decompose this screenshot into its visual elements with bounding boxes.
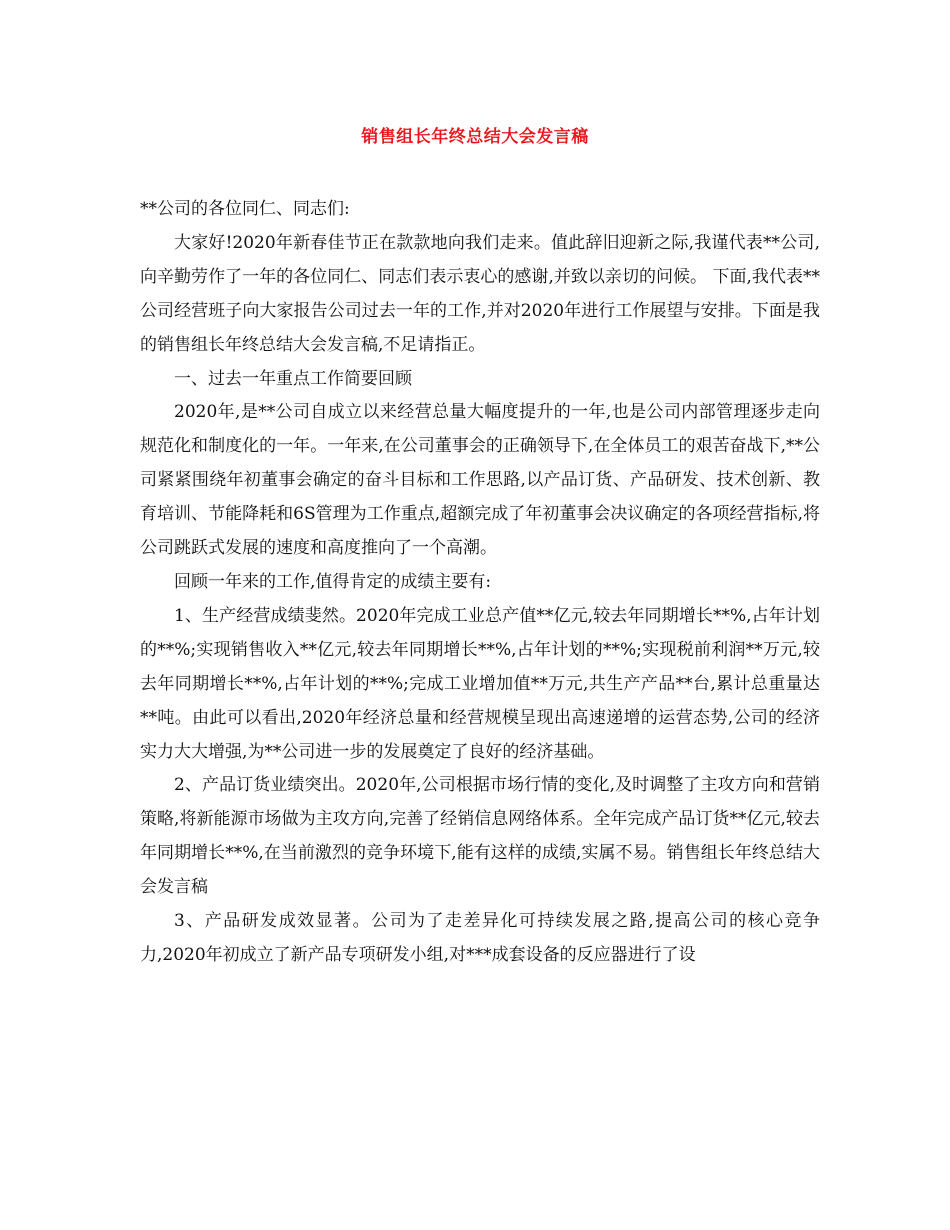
- achievement-item-3: 3、产品研发成效显著。公司为了走差异化可持续发展之路,提高公司的核心竞争力,2020年初成立了新产品专项研发小组,对***成套设备的反应器进行了设: [140, 911, 820, 965]
- overview-paragraph: 2020年,是**公司自成立以来经营总量大幅度提升的一年,也是公司内部管理逐步走向规范化和制度化的一年。一年来,在公司董事会的正确领导下,在全体员工的艰苦奋战下,**公司紧紧围绕年初董事会确定的奋斗目标和工作思路,以产品订货、产品研发、技术创新、教育培训、节能降耗和6S管理为工作重点,超额完成了年初董事会决议确定的各项经营指标,将公司跳跃式发展的速度和高度推向了一个高潮。: [140, 402, 820, 559]
- achievement-item-1: 1、生产经营成绩斐然。2020年完成工业总产值**亿元,较去年同期增长**%,占年计划的**%;实现销售收入**亿元,较去年同期增长**%,占年计划的**%;实现税前利润**万元,较去年同期增长**%,占年计划的**%;完成工业增加值**万元,共生产产品**台,累计总重量达**吨。由此可以看出,2020年经济总量和经营规模呈现出高速递增的运营态势,公司的经济实力大大增强,为**公司进一步的发展奠定了良好的经济基础。: [140, 605, 820, 762]
- section-heading-review: 一、过去一年重点工作简要回顾: [174, 368, 412, 389]
- achievement-item-2: 2、产品订货业绩突出。2020年,公司根据市场行情的变化,及时调整了主攻方向和营销策略,将新能源市场做为主攻方向,完善了经销信息网络体系。全年完成产品订货**亿元,较去年同期增长**%,在当前激烈的竞争环境下,能有这样的成绩,实属不易。销售组长年终总结大会发言稿: [140, 775, 820, 898]
- greeting-paragraph: 大家好!2020年新春佳节正在款款地向我们走来。值此辞旧迎新之际,我谨代表**公司,向辛勤劳作了一年的各位同仁、同志们表示衷心的感谢,并致以亲切的问候。 下面,我代表**公司经营班子向大家报告公司过去一年的工作,并对2020年进行工作展望与安排。下面是我的销售组长年终总结大会发言稿,不足请指正。: [140, 232, 820, 355]
- achievements-intro-paragraph: 回顾一年来的工作,值得肯定的成绩主要有:: [174, 571, 492, 592]
- document-title: 销售组长年终总结大会发言稿: [361, 127, 589, 147]
- document-body: [140, 193, 820, 973]
- salutation-paragraph: **公司的各位同仁、同志们:: [140, 199, 350, 219]
